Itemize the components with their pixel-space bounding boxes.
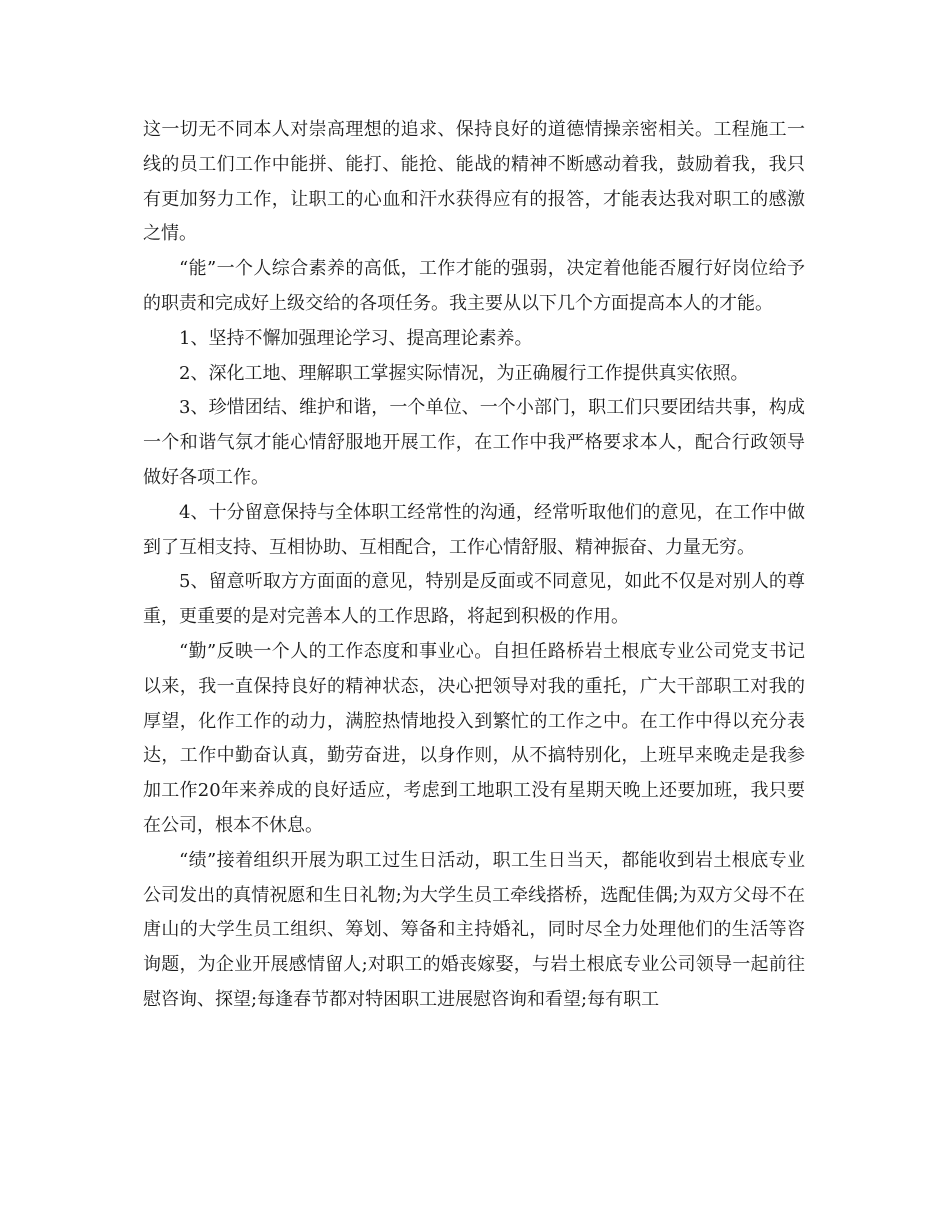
list-item-2: 2、深化工地、理解职工掌握实际情况，为正确履行工作提供真实依照。 bbox=[179, 362, 749, 384]
list-item-1: 1、坚持不懈加强理论学习、提高理论素养。 bbox=[179, 327, 533, 349]
list-item-4: 4、十分留意保持与全体职工经常性的沟通，经常听取他们的意见，在工作中做到了互相支持、互相协助、互相配合，工作心情舒服、精神振奋、力量无穷。 bbox=[143, 501, 805, 558]
paragraph-diligence: “勤”反映一个人的工作态度和事业心。自担任路桥岩土根底专业公司党支书记以来，我一直保持良好的精神状态，决心把领导对我的重托，广大干部职工对我的厚望，化作工作的动力，满腔热情地投入到繁忙的工作之中。在工作中得以充分表达，工作中勤奋认真，勤劳奋进，以身作则，从不搞特别化，上班早来晚走是我参加工作20年来养成的良好适应，考虑到工地职工没有星期天晚上还要加班，我只要在公司，根本不休息。 bbox=[143, 640, 805, 836]
paragraph-intro: 这一切无不同本人对崇高理想的追求、保持良好的道德情操亲密相关。工程施工一线的员工们工作中能拼、能打、能抢、能战的精神不断感动着我，鼓励着我，我只有更加努力工作，让职工的心血和汗水获得应有的报答，才能表达我对职工的感激之情。 bbox=[143, 119, 805, 245]
list-item-3: 3、珍惜团结、维护和谐，一个单位、一个小部门，职工们只要团结共事，构成一个和谐气氛才能心情舒服地开展工作，在工作中我严格要求本人，配合行政领导做好各项工作。 bbox=[143, 397, 805, 488]
paragraph-achievement: “绩”接着组织开展为职工过生日活动，职工生日当天，都能收到岩土根底专业公司发出的真情祝愿和生日礼物;为大学生员工牵线搭桥，选配佳偶;为双方父母不在唐山的大学生员工组织、筹划、筹备和主持婚礼，同时尽全力处理他们的生活等咨询题，为企业开展感情留人;对职工的婚丧嫁娶，与岩土根底专业公司领导一起前往慰咨询、探望;每逢春节都对特困职工进展慰咨询和看望;每有职工 bbox=[143, 849, 805, 1010]
document-body bbox=[143, 113, 805, 1018]
paragraph-ability: “能”一个人综合素养的高低，工作才能的强弱，决定着他能否履行好岗位给予的职责和完成好上级交给的各项任务。我主要从以下几个方面提高本人的才能。 bbox=[143, 258, 805, 314]
list-item-5: 5、留意听取方方面面的意见，特别是反面或不同意见，如此不仅是对别人的尊重，更重要的是对完善本人的工作思路，将起到积极的作用。 bbox=[143, 571, 805, 628]
